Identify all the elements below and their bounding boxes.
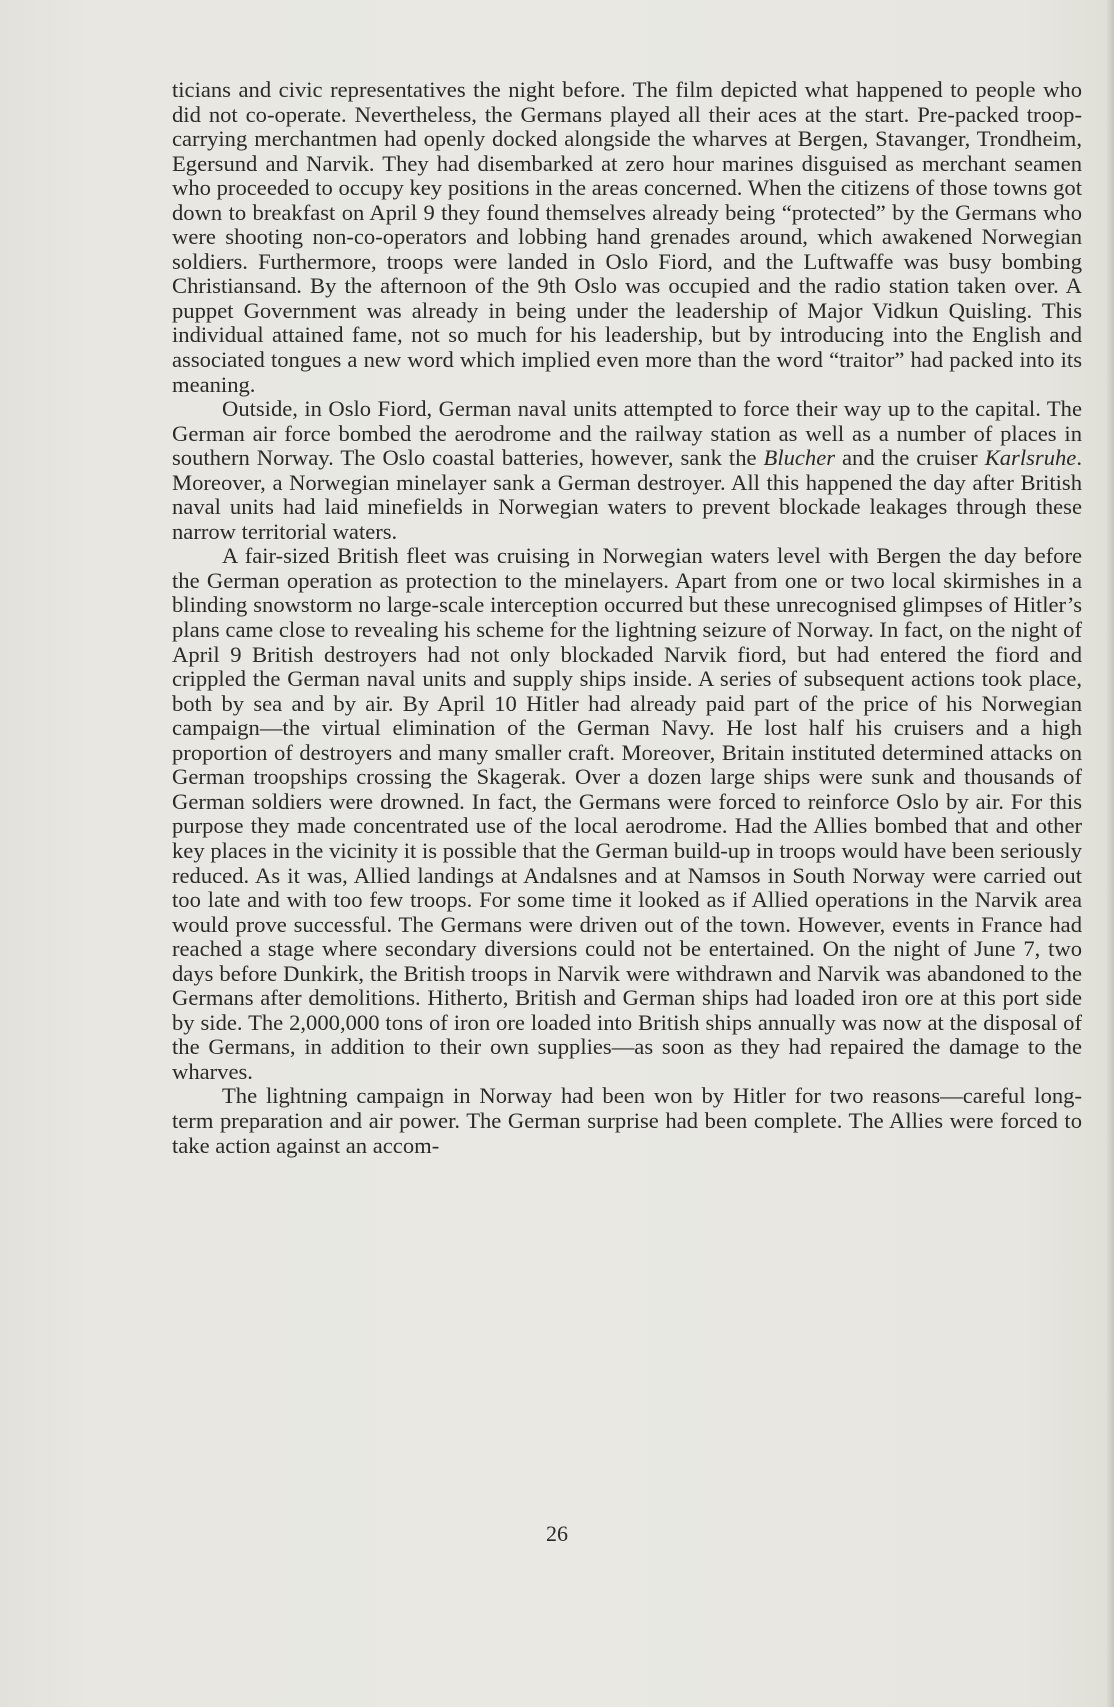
body-text [172,78,1082,1158]
paragraph [172,78,1082,397]
text-run: A fair-sized British fleet was cruising in Norwegian waters level with Bergen the day before the German operation as protection to the minelayers. Apart from one or two local skirmishes in a blinding snowstorm no large-scale interception occurred but these unrecognised glimpses of Hitler’s plans came close to revealing his scheme for the lightning seizure of Norway. In fact, on the night of April 9 British destroyers had not only blockaded Narvik fiord, but had entered the fiord and crippled the German naval units and supply ships inside. A series of subsequent actions took place, both by sea and by air. By April 10 Hitler had already paid part of the price of his Norwegian campaign—the virtual elimination of the German Navy. He lost half his cruisers and a high proportion of destroyers and many smaller craft. Moreover, Britain instituted determined attacks on German troopships crossing the Skagerak. Over a dozen large ships were sunk and thousands of German soldiers were drowned. In fact, the Germans were forced to reinforce Oslo by air. For this purpose they made concentrated use of the local aerodrome. Had the Allies bombed that and other key places in the vicinity it is possible that the German build-up in troops would have been seriously reduced. As it was, Allied landings at Andalsnes and at Namsos in South Norway were carried out too late and with too few troops. For some time it looked as if Allied operations in the Narvik area would prove successful. The Germans were driven out of the town. However, events in France had reached a stage where secondary diversions could not be entertained. On the night of June 7, two days before Dunkirk, the British troops in Narvik were withdrawn and Narvik was abandoned to the Germans after demolitions. Hitherto, British and German ships had loaded iron ore at this port side by side. The 2,000,000 tons of iron ore loaded into British ships annually was now at the disposal of the Germans, in addition to their own supplies—as soon as they had repaired the damage to the wharves. [172,543,1082,1084]
paragraph [172,397,1082,544]
italic-ship-name: Karlsruhe [984,445,1077,471]
text-run: Outside, in Oslo Fiord, German naval units attempted to force their way up to the capital. The German air force bombed the aerodrome and the railway station as well as a number of places in southern Norway. The Oslo coastal batteries, however, sank the [172,396,1082,471]
text-run: and the cruiser [835,445,985,471]
text-run: ticians and civic representatives the night before. The film depicted what happened to people who did not co-operate. Nevertheless, the Germans played all their aces at the start. Pre-packed troop-carrying merchantmen had openly docked alongside the wharves at Bergen, Stavanger, Trondheim, Egersund and Narvik. They had disembarked at zero hour marines disguised as merchant seamen who proceeded to occupy key positions in the areas concerned. When the citizens of those towns got down to breakfast on April 9 they found themselves already being “protected” by the Germans who were shooting non-co-operators and lobbing hand grenades around, which awakened Norwegian soldiers. Furthermore, troops were landed in Oslo Fiord, and the Luftwaffe was busy bombing Christiansand. By the afternoon of the 9th Oslo was occupied and the radio station taken over. A puppet Government was already in being under the leadership of Major Vidkun Quisling. This individual attained fame, not so much for his leadership, but by introducing into the English and associated tongues a new word which implied even more than the word “traitor” had packed into its meaning. [172,77,1082,397]
paragraph [172,1084,1082,1158]
text-run: The lightning campaign in Norway had been won by Hitler for two reasons—careful long-term preparation and air power. The German surprise had been complete. The Allies were forced to take action against an accom- [172,1083,1082,1158]
page-edge-shadow [1106,0,1114,1707]
paragraph [172,544,1082,1084]
page-number: 26 [546,1521,568,1546]
italic-ship-name: Blucher [763,445,836,471]
text-run: . Moreover, a Norwegian minelayer sank a German destroyer. All this happened the day after British naval units had laid minefields in Norwegian waters to prevent blockade leakages through these narrow territorial waters. [172,445,1082,544]
